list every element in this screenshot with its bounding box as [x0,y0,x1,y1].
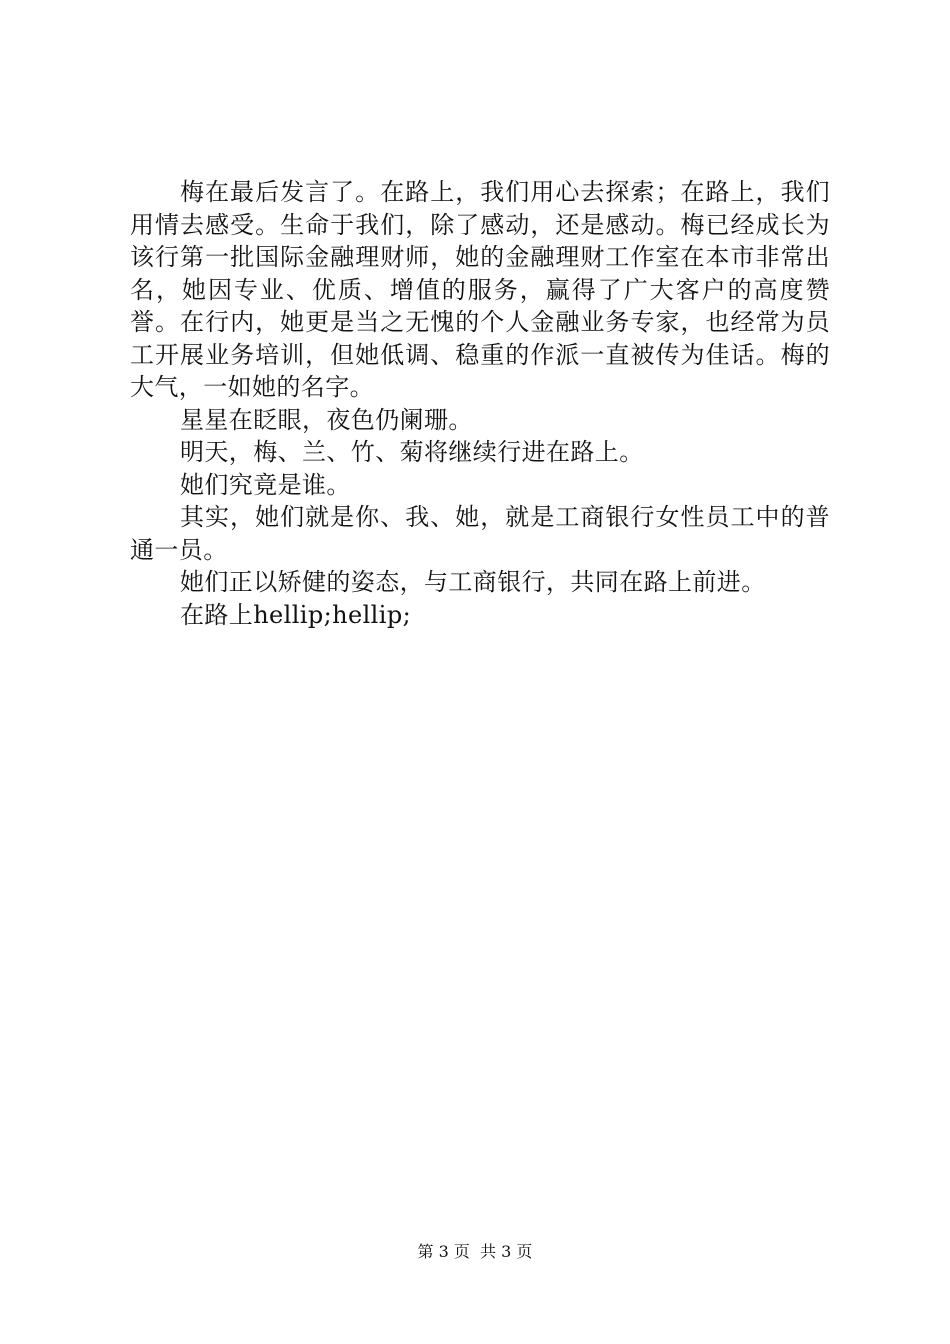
paragraph: 星星在眨眼，夜色仍阑珊。 [180,405,473,434]
paragraph: 她们正以矫健的姿态，与工商银行，共同在路上前进。 [180,568,766,596]
paragraph: 明天，梅、兰、竹、菊将继续行进在路上。 [180,438,644,466]
paragraph: 她们究竟是谁。 [180,470,351,499]
paragraph: 其实，她们就是你、我、她，就是工商银行女性员工中的普通一员。 [130,503,830,564]
document-body [130,176,830,631]
page-footer [0,1242,950,1262]
page-number-label: 第 3 页 共 3 页 [417,1242,533,1261]
paragraph: 在路上hellip;hellip; [180,600,412,629]
paragraph: 梅在最后发言了。在路上，我们用心去探索；在路上，我们用情去感受。生命于我们，除了感动，还是感动。梅已经成长为该行第一批国际金融理财师，她的金融理财工作室在本市非常出名，她因专业、优质、增值的服务，赢得了广大客户的高度赞誉。在行内，她更是当之无愧的个人金融业务专家，也经常为员工开展业务培训，但她低调、稳重的作派一直被传为佳话。梅的大气，一如她的名字。 [130,178,830,401]
